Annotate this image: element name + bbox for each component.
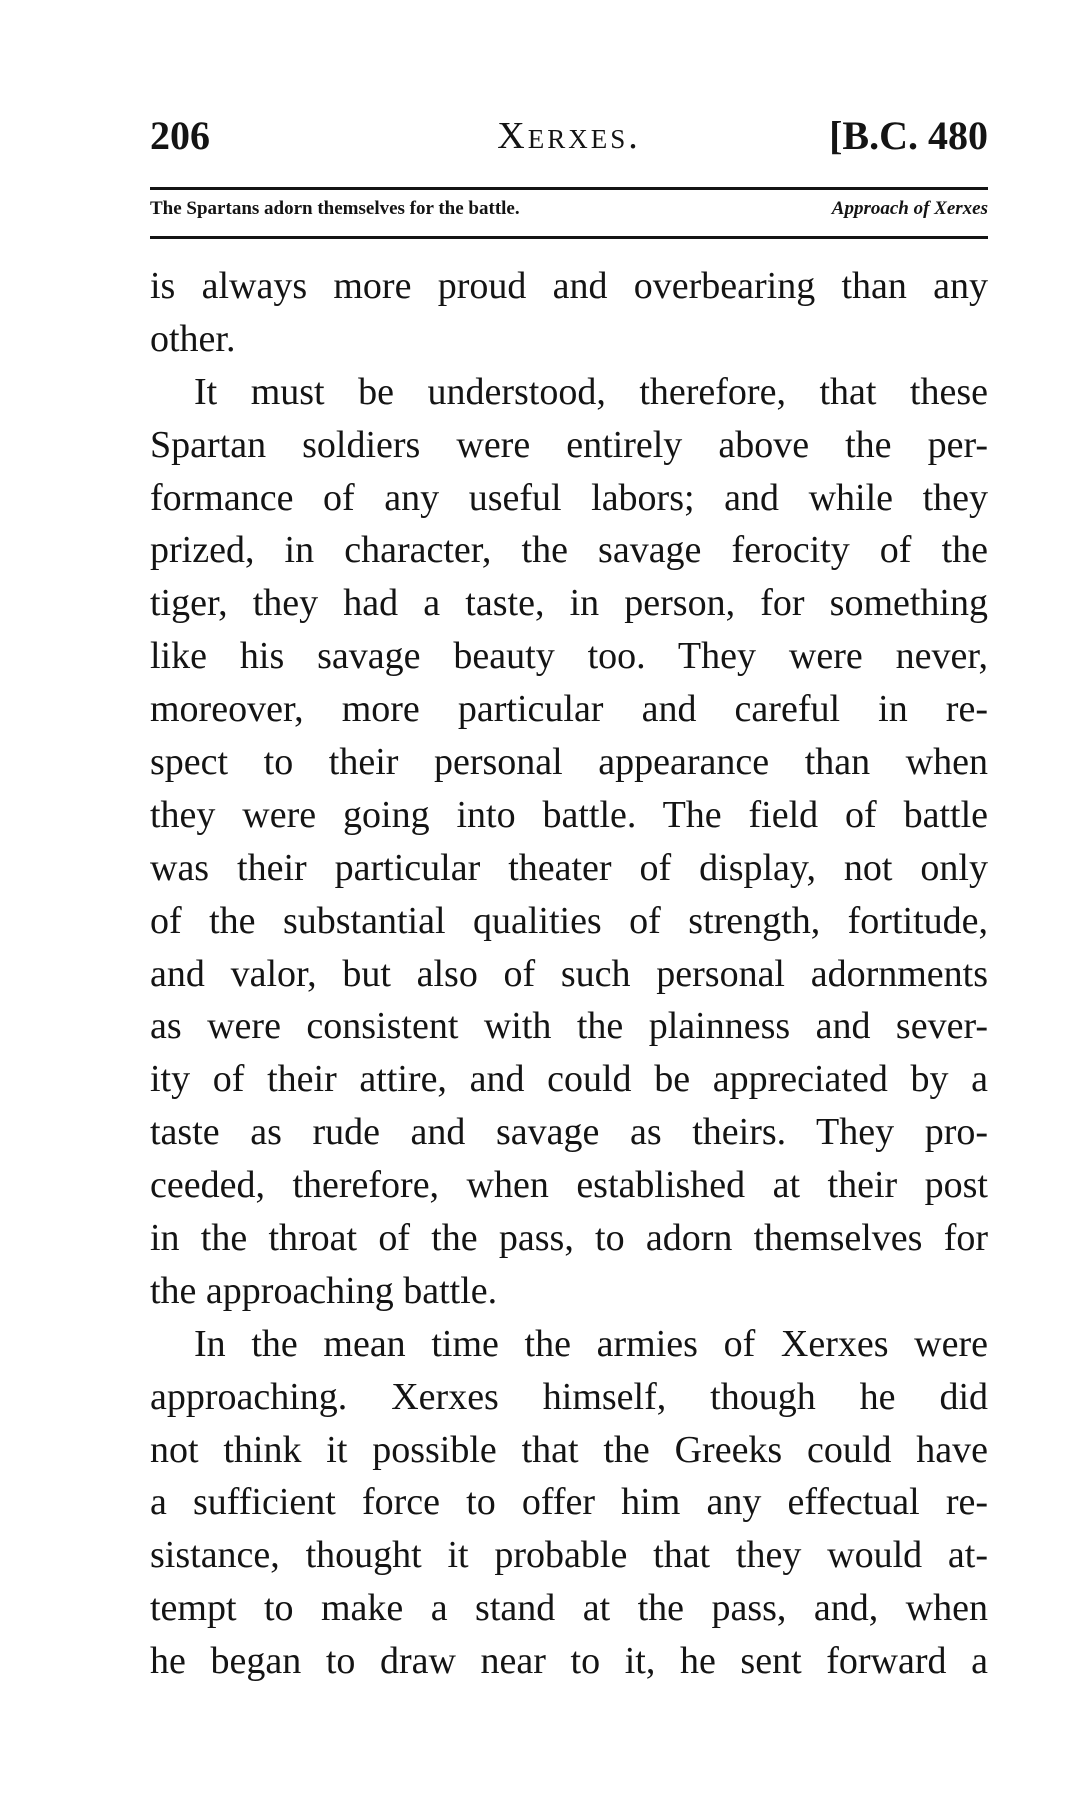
- text-line: ceeded, therefore, when established at their post: [150, 1164, 988, 1207]
- text-line: approaching. Xerxes himself, though he did: [150, 1375, 988, 1418]
- text-line: is always more proud and overbearing than any: [150, 265, 988, 307]
- text-line: In the mean time the armies of Xerxes were: [194, 1322, 988, 1365]
- body-text: [150, 260, 988, 1688]
- text-line: It must be understood, therefore, that these: [194, 370, 988, 413]
- text-line: tiger, they had a taste, in person, for something: [150, 582, 988, 625]
- text-line: moreover, more particular and careful in re-: [150, 688, 988, 731]
- date-marker: [B.C. 480: [829, 113, 988, 158]
- text-line: prized, in character, the savage ferocity of the: [150, 529, 988, 572]
- text-line: other.: [150, 317, 236, 360]
- text-line: was their particular theater of display, not only: [150, 846, 988, 889]
- text-line: ity of their attire, and could be appreciated by a: [150, 1058, 988, 1101]
- text-line: he began to draw near to it, he sent forward a: [150, 1640, 988, 1683]
- header-rule-top: [150, 187, 988, 190]
- page-number: 206: [150, 113, 210, 158]
- text-line: a sufficient force to offer him any effectual re-: [150, 1481, 988, 1524]
- text-line: formance of any useful labors; and while they: [150, 476, 988, 519]
- subheader: [150, 198, 988, 228]
- header-rule-bottom: [150, 236, 988, 239]
- running-head: [150, 112, 988, 168]
- running-title-text: Xerxes.: [497, 115, 641, 157]
- text-line: like his savage beauty too. They were never,: [150, 635, 988, 678]
- subheader-right: Approach of Xerxes: [831, 198, 988, 219]
- text-line: spect to their personal appearance than when: [150, 741, 988, 784]
- text-line: of the substantial qualities of strength, fortitude,: [150, 899, 988, 942]
- text-line: the approaching battle.: [150, 1269, 498, 1312]
- text-line: they were going into battle. The field of battle: [150, 793, 988, 836]
- text-line: as were consistent with the plainness and sever-: [150, 1005, 988, 1048]
- text-line: taste as rude and savage as theirs. They pro-: [150, 1111, 988, 1154]
- subheader-left: The Spartans adorn themselves for the battle.: [150, 198, 520, 219]
- text-line: not think it possible that the Greeks could have: [150, 1428, 988, 1471]
- text-line: Spartan soldiers were entirely above the per-: [150, 423, 988, 466]
- text-line: sistance, thought it probable that they would at-: [150, 1534, 988, 1577]
- text-line: in the throat of the pass, to adorn themselves for: [150, 1217, 988, 1260]
- text-line: and valor, but also of such personal adornments: [150, 952, 988, 995]
- text-line: tempt to make a stand at the pass, and, when: [150, 1587, 988, 1630]
